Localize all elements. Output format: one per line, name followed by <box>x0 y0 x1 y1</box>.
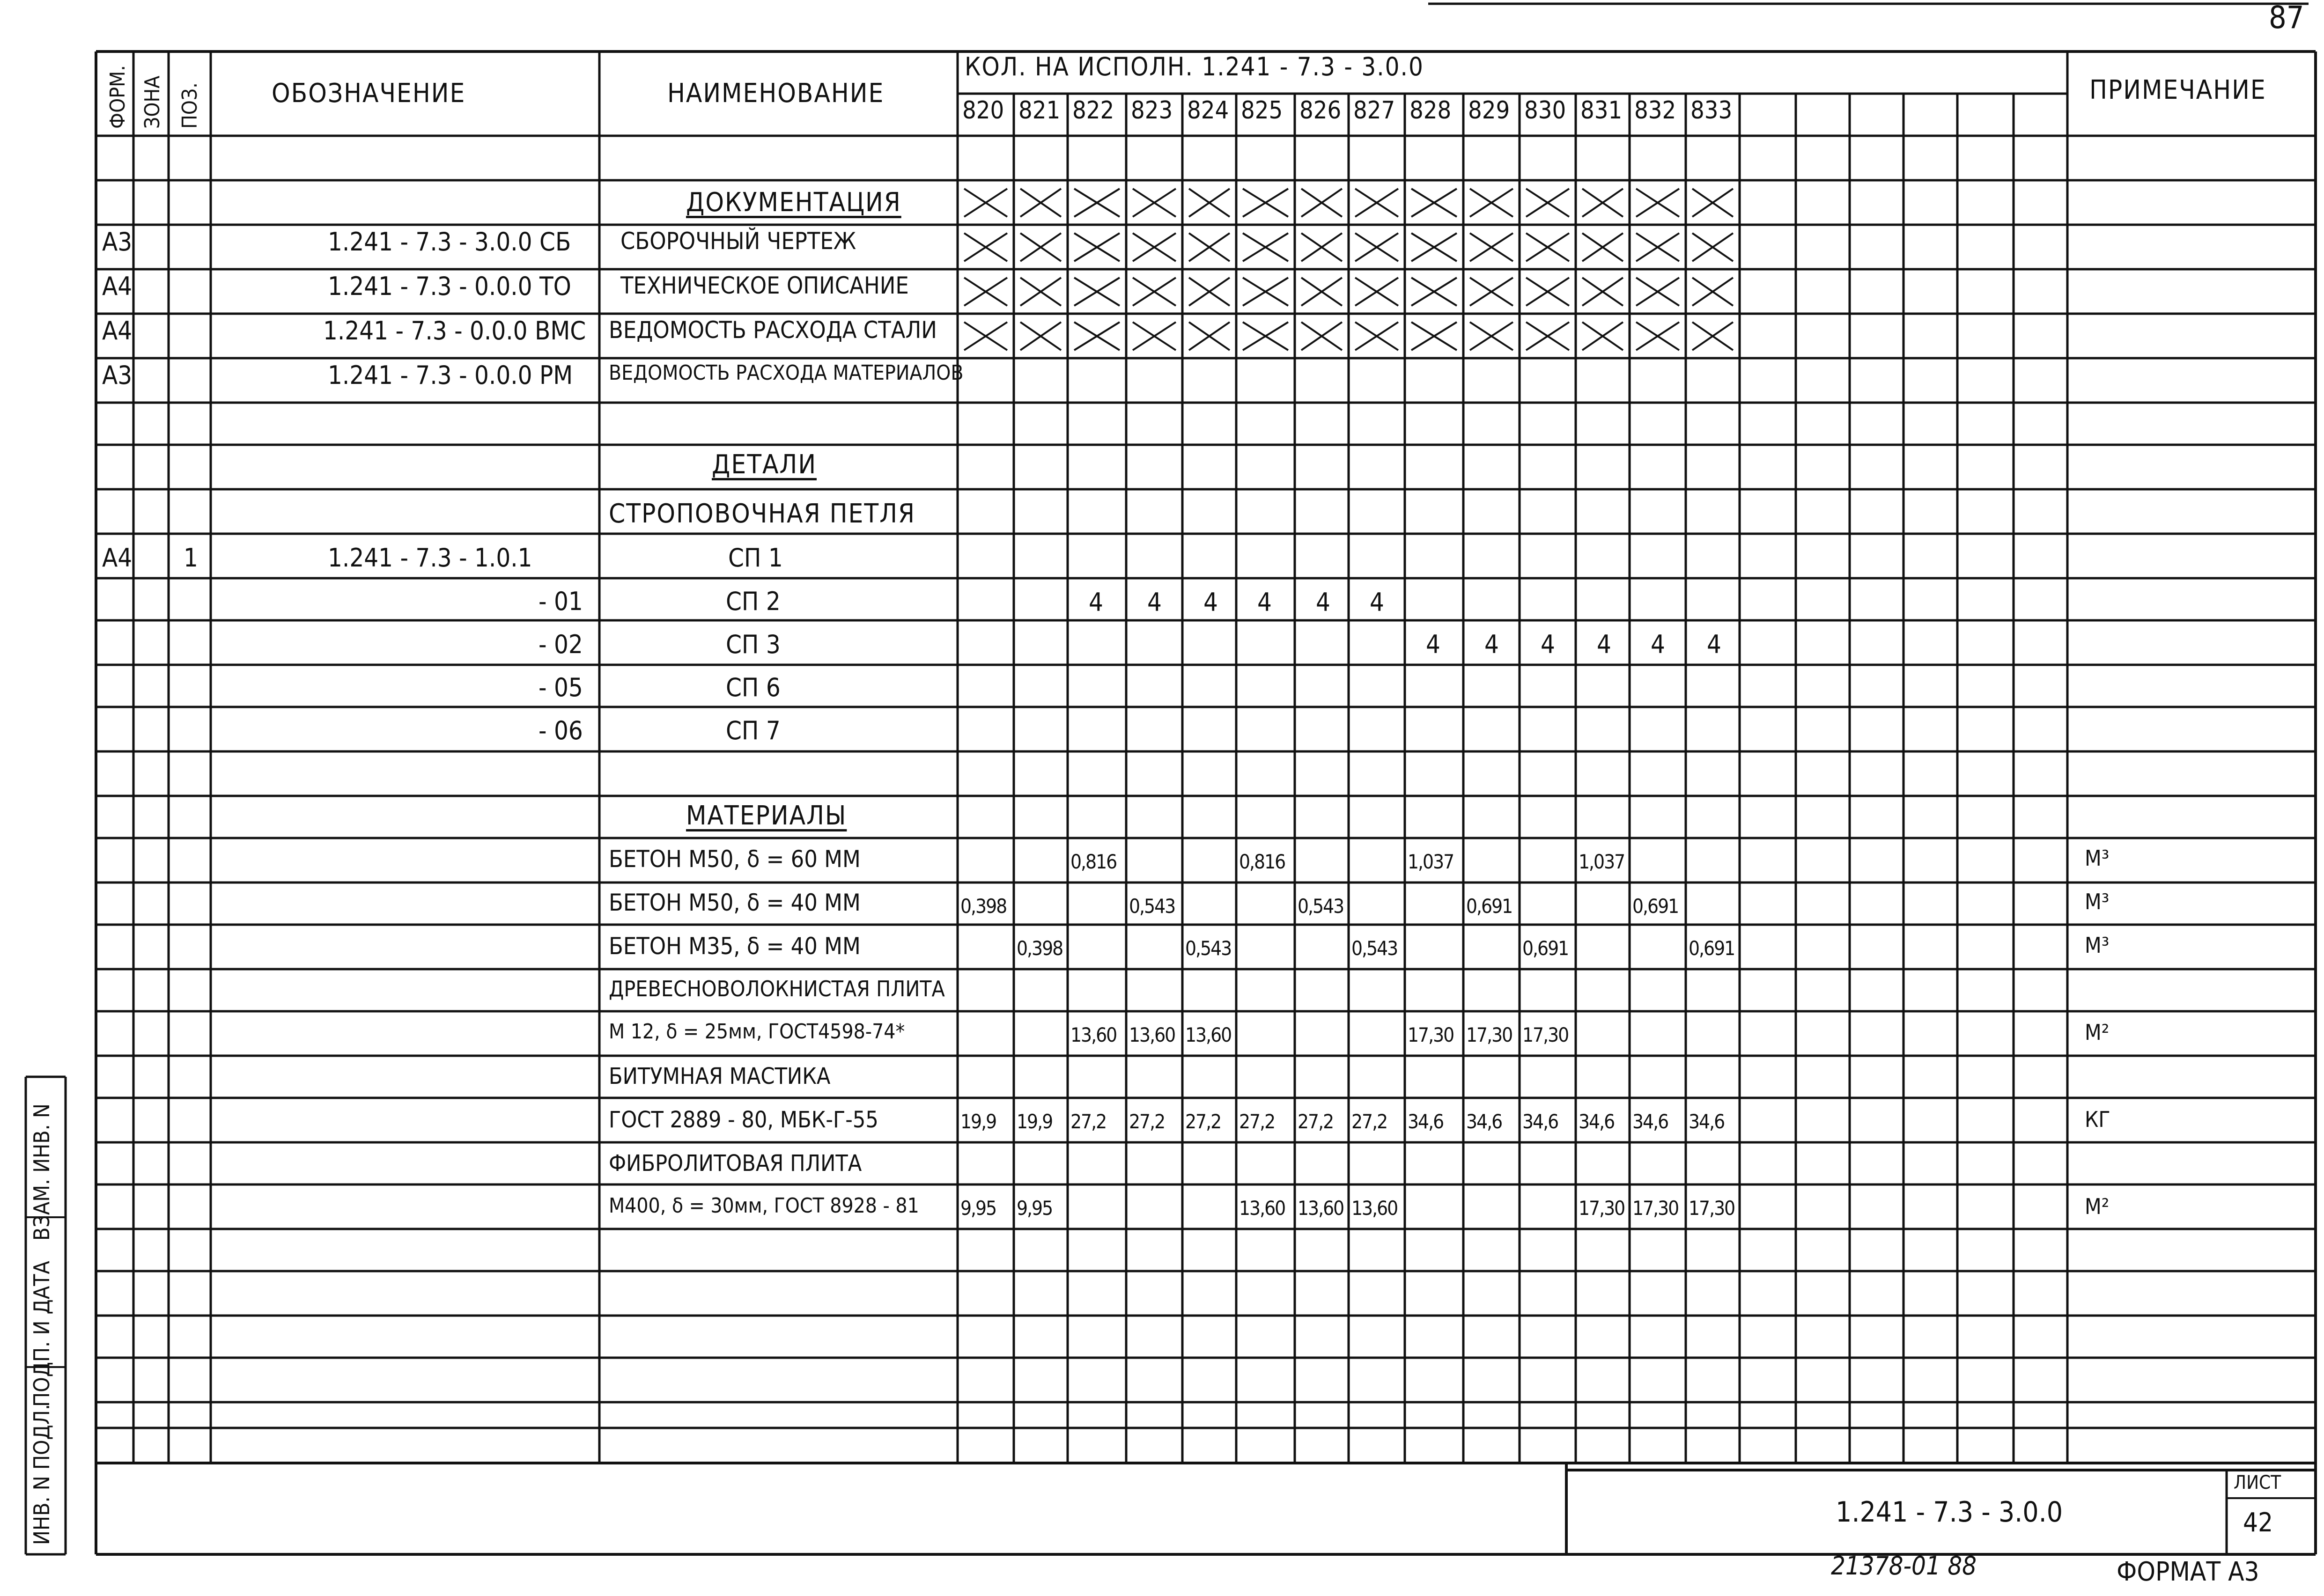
quantity-value: 17,30 <box>1579 1197 1625 1220</box>
detail-row-5-designation: - 06 <box>539 716 583 745</box>
variant-label: 826 <box>1299 96 1342 125</box>
quantity-value: 4 <box>1370 588 1384 617</box>
quantity-value: 0,691 <box>1466 895 1512 918</box>
quantity-value: 17,30 <box>1466 1023 1512 1046</box>
side-label-repl-inv: ВЗАМ. ИНВ. N <box>29 1103 54 1241</box>
variant-label: 833 <box>1690 96 1733 125</box>
section-details: ДЕТАЛИ <box>712 449 817 480</box>
material-row-7-name: ГОСТ 2889 - 80, МБК-Г-55 <box>609 1107 878 1133</box>
quantity-value: 0,691 <box>1522 937 1569 960</box>
header-name: НАИМЕНОВАНИЕ <box>667 78 885 109</box>
corner-sheet-number: 87 <box>2269 0 2304 36</box>
quantity-value: 1,037 <box>1579 850 1625 873</box>
quantity-value: 17,30 <box>1522 1023 1569 1046</box>
doc-row-4-designation: 1.241 - 7.3 - 0.0.0 РМ <box>328 360 573 390</box>
header-pos: ПОЗ. <box>178 82 202 129</box>
quantity-value: 34,6 <box>1466 1110 1502 1133</box>
quantity-value: 34,6 <box>1408 1110 1444 1133</box>
header-designation: ОБОЗНАЧЕНИЕ <box>272 78 466 109</box>
doc-row-3-designation: 1.241 - 7.3 - 0.0.0 ВМС <box>323 316 586 346</box>
material-row-6-name: БИТУМНАЯ МАСТИКА <box>609 1063 831 1089</box>
material-row-9-name: М400, δ = 30мм, ГОСТ 8928 - 81 <box>609 1194 919 1218</box>
detail-row-3-designation: - 02 <box>539 630 583 659</box>
variant-label: 830 <box>1524 96 1566 125</box>
variant-label: 825 <box>1241 96 1283 125</box>
quantity-value: 19,9 <box>1017 1110 1053 1133</box>
quantity-value: 4 <box>1316 588 1330 617</box>
quantity-value: 4 <box>1541 630 1555 659</box>
doc-row-4-form: А3 <box>102 360 133 390</box>
material-row-5-note: М² <box>2085 1020 2110 1045</box>
doc-row-3-name: ВЕДОМОСТЬ РАСХОДА СТАЛИ <box>609 316 937 344</box>
doc-row-1-name: СБОРОЧНЫЙ ЧЕРТЕЖ <box>620 228 856 255</box>
variant-label: 821 <box>1018 96 1061 125</box>
quantity-value: 9,95 <box>960 1197 996 1220</box>
variant-label: 822 <box>1072 96 1114 125</box>
quantity-value: 0,398 <box>1017 937 1063 960</box>
doc-row-2-designation: 1.241 - 7.3 - 0.0.0 ТО <box>328 272 571 301</box>
material-row-5-name: М 12, δ = 25мм, ГОСТ4598-74* <box>609 1020 905 1044</box>
quantity-value: 17,30 <box>1689 1197 1735 1220</box>
variant-label: 832 <box>1634 96 1676 125</box>
archive-number: 21378-01 88 <box>1831 1551 1977 1581</box>
doc-row-1-form: А3 <box>102 227 133 257</box>
quantity-value: 34,6 <box>1522 1110 1558 1133</box>
quantity-value: 13,60 <box>1298 1197 1344 1220</box>
quantity-value: 0,691 <box>1689 937 1735 960</box>
doc-row-2-name: ТЕХНИЧЕСКОЕ ОПИСАНИЕ <box>620 272 909 299</box>
material-row-2-note: М³ <box>2085 889 2110 914</box>
quantity-value: 0,543 <box>1129 895 1175 918</box>
variant-label: 829 <box>1468 96 1510 125</box>
detail-row-1-designation: 1.241 - 7.3 - 1.0.1 <box>328 543 532 573</box>
detail-group-title: СТРОПОВОЧНАЯ ПЕТЛЯ <box>609 499 916 529</box>
quantity-value: 4 <box>1203 588 1218 617</box>
header-form: ФОРМ. <box>106 65 130 129</box>
variant-label: 828 <box>1409 96 1452 125</box>
quantity-value: 27,2 <box>1351 1110 1387 1133</box>
header-note: ПРИМЕЧАНИЕ <box>2089 75 2266 105</box>
detail-row-5-name: СП 7 <box>726 716 781 745</box>
quantity-value: 27,2 <box>1185 1110 1221 1133</box>
quantity-value: 13,60 <box>1239 1197 1285 1220</box>
quantity-value: 27,2 <box>1070 1110 1107 1133</box>
quantity-value: 4 <box>1089 588 1103 617</box>
header-zone: ЗОНА <box>140 75 164 129</box>
quantity-value: 17,30 <box>1408 1023 1454 1046</box>
detail-row-4-name: СП 6 <box>726 673 781 702</box>
quantity-value: 4 <box>1257 588 1272 617</box>
material-row-2-name: БЕТОН М50, δ = 40 ММ <box>609 889 861 916</box>
quantity-value: 0,543 <box>1351 937 1398 960</box>
quantity-value: 34,6 <box>1689 1110 1725 1133</box>
detail-row-1-name: СП 1 <box>728 543 783 573</box>
material-row-7-note: КГ <box>2085 1107 2110 1132</box>
quantity-value: 0,816 <box>1239 850 1285 873</box>
header-qty-title: КОЛ. НА ИСПОЛН. 1.241 - 7.3 - 3.0.0 <box>965 52 1424 81</box>
quantity-value: 1,037 <box>1408 850 1454 873</box>
side-label-sign-date: ПОДП. И ДАТА <box>29 1261 54 1407</box>
material-row-3-note: М³ <box>2085 933 2110 958</box>
quantity-value: 34,6 <box>1632 1110 1668 1133</box>
quantity-value: 0,816 <box>1070 850 1117 873</box>
doc-row-1-designation: 1.241 - 7.3 - 3.0.0 СБ <box>328 227 571 257</box>
material-row-9-note: М² <box>2085 1194 2110 1219</box>
quantity-value: 19,9 <box>960 1110 996 1133</box>
quantity-value: 4 <box>1651 630 1665 659</box>
quantity-value: 0,691 <box>1632 895 1679 918</box>
quantity-value: 0,398 <box>960 895 1007 918</box>
quantity-value: 27,2 <box>1239 1110 1275 1133</box>
variant-label: 824 <box>1187 96 1229 125</box>
variant-label: 827 <box>1353 96 1395 125</box>
quantity-value: 13,60 <box>1070 1023 1117 1046</box>
doc-row-3-form: А4 <box>102 316 133 346</box>
variant-label: 820 <box>962 96 1004 125</box>
quantity-value: 13,60 <box>1351 1197 1398 1220</box>
doc-row-4-name: ВЕДОМОСТЬ РАСХОДА МАТЕРИАЛОВ <box>609 361 964 385</box>
quantity-value: 0,543 <box>1185 937 1232 960</box>
quantity-value: 9,95 <box>1017 1197 1053 1220</box>
quantity-value: 17,30 <box>1632 1197 1679 1220</box>
material-row-1-name: БЕТОН М50, δ = 60 ММ <box>609 846 861 873</box>
variant-label: 823 <box>1131 96 1173 125</box>
material-row-1-note: М³ <box>2085 846 2110 871</box>
detail-row-4-designation: - 05 <box>539 673 583 702</box>
quantity-value: 27,2 <box>1129 1110 1165 1133</box>
quantity-value: 4 <box>1597 630 1611 659</box>
quantity-value: 27,2 <box>1298 1110 1334 1133</box>
section-documentation: ДОКУМЕНТАЦИЯ <box>686 187 901 218</box>
detail-row-2-name: СП 2 <box>726 587 781 616</box>
title-block-sheet-label: ЛИСТ <box>2234 1472 2281 1493</box>
detail-row-3-name: СП 3 <box>726 630 781 659</box>
detail-row-1-form: А4 <box>102 543 133 573</box>
material-row-3-name: БЕТОН М35, δ = 40 ММ <box>609 933 861 960</box>
quantity-value: 34,6 <box>1579 1110 1615 1133</box>
detail-row-2-designation: - 01 <box>539 587 583 616</box>
variant-label: 831 <box>1580 96 1623 125</box>
quantity-value: 13,60 <box>1185 1023 1232 1046</box>
quantity-value: 4 <box>1147 588 1162 617</box>
title-block-designation: 1.241 - 7.3 - 3.0.0 <box>1836 1496 2063 1529</box>
material-row-4-name: ДРЕВЕСНОВОЛОКНИСТАЯ ПЛИТА <box>609 976 945 1001</box>
doc-row-2-form: А4 <box>102 272 133 301</box>
side-label-inv-orig: ИНВ. N ПОДЛ. <box>29 1404 54 1545</box>
title-block-sheet-number: 42 <box>2243 1508 2273 1538</box>
quantity-value: 4 <box>1707 630 1721 659</box>
quantity-value: 13,60 <box>1129 1023 1175 1046</box>
quantity-value: 4 <box>1426 630 1440 659</box>
format-label: ФОРМАТ А3 <box>2117 1557 2259 1587</box>
quantity-value: 0,543 <box>1298 895 1344 918</box>
quantity-value: 4 <box>1484 630 1499 659</box>
material-row-8-name: ФИБРОЛИТОВАЯ ПЛИТА <box>609 1150 862 1177</box>
detail-row-1-pos: 1 <box>184 543 198 573</box>
section-materials: МАТЕРИАЛЫ <box>686 801 847 831</box>
